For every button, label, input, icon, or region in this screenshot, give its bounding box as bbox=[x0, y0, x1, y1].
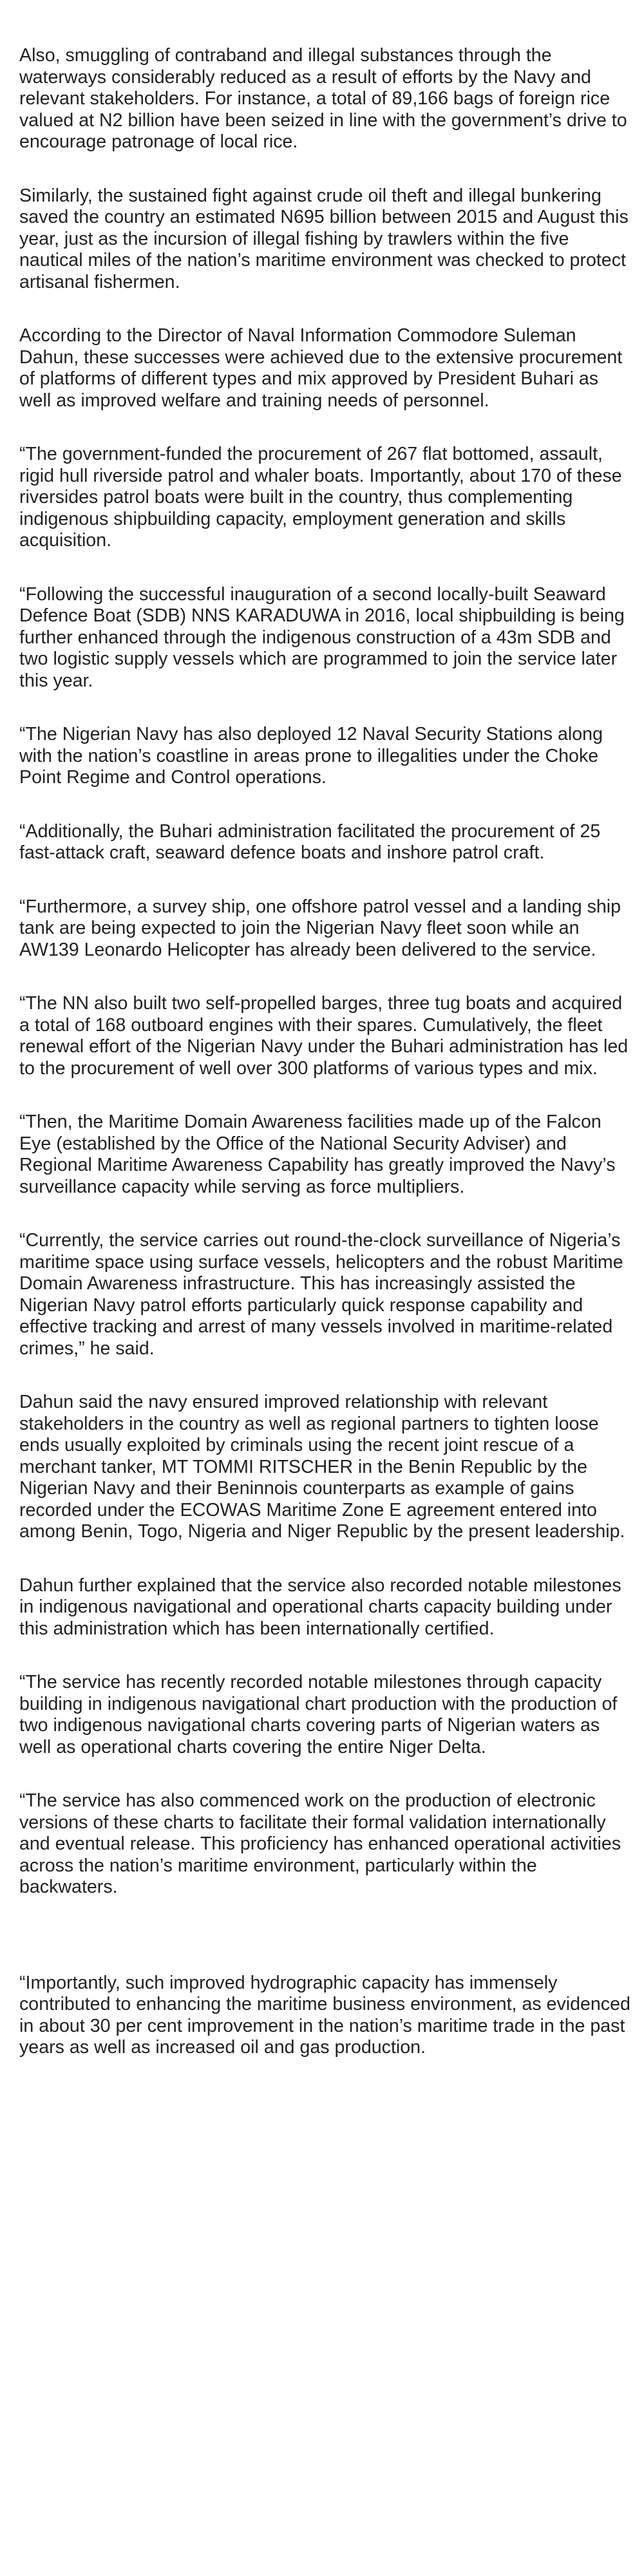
paragraph-patrol-boats: “The government-funded the procurement of 267 flat bottomed, assault, rigid hull riverside patrol and whaler boats. Importantly, about 170 of these riversides patrol boats were built in the country, thus complementing indigenous shipbuilding capacity, employment generation and skills acquisition. bbox=[19, 444, 622, 551]
paragraph-surveillance: “Currently, the service carries out round-the-clock surveillance of Nigeria’s maritime space using surface vessels, helicopters and the robust Maritime Domain Awareness infrastructure. This has increasingly assisted the Nigerian Navy patrol efforts particularly quick response capability and effective tracking and arrest of many vessels involved in maritime-related crimes,” he said. bbox=[19, 1230, 623, 1359]
paragraph-maritime-domain-awareness: “Then, the Maritime Domain Awareness facilities made up of the Falcon Eye (established by the Office of the National Security Adviser) and Regional Maritime Awareness Capability has greatly improved the Navy’s surveillance capacity while serving as force multipliers. bbox=[19, 1112, 616, 1197]
paragraph-naval-information-director: According to the Director of Naval Information Commodore Suleman Dahun, these successes were achieved due to the extensive procurement of platforms of different types and mix approved by President Buhari as well as improved welfare and training needs of personnel. bbox=[19, 325, 623, 411]
paragraph-barges-and-tugs: “The NN also built two self-propelled barges, three tug boats and acquired a total of 168 outboard engines with their spares. Cumulatively, the fleet renewal effort of the Nigerian Navy under the Buhari administration has led to the procurement of well over 300 platforms of various types and mix. bbox=[19, 993, 629, 1079]
paragraph-survey-ship: “Furthermore, a survey ship, one offshore patrol vessel and a landing ship tank are being expected to join the Nigerian Navy fleet soon while an AW139 Leonardo Helicopter has already been delivered to the service. bbox=[19, 896, 621, 960]
paragraph-chart-production: “The service has recently recorded notable milestones through capacity building in indigenous navigational chart production with the production of two indigenous navigational charts covering parts of Nigerian waters as well as operational charts covering the entire Niger Delta. bbox=[19, 1672, 618, 1757]
paragraph-hydrographic-capacity: “Importantly, such improved hydrographic capacity has immensely contributed to enhancing the maritime business environment, as evidenced in about 30 per cent improvement in the nation’s maritime trade in the past years as well as increased oil and gas production. bbox=[19, 1972, 630, 2058]
paragraph-navigational-charts: Dahun further explained that the service also recorded notable milestones in indigenous navigational and operational charts capacity building under this administration which has been internationally certified. bbox=[19, 1575, 621, 1639]
paragraph-rice-seizure: Also, smuggling of contraband and illegal substances through the waterways considerably reduced as a result of efforts by the Navy and relevant stakeholders. For instance, a total of 89,166 bags of foreign rice valued at N2 billion have been seized in line with the government’s drive to encourage patronage of local rice. bbox=[19, 45, 627, 152]
article-body bbox=[19, 45, 634, 2091]
paragraph-electronic-charts: “The service has also commenced work on the production of electronic versions of these charts to facilitate their formal validation internationally and eventual release. This proficiency has enhanced operational activities across the nation’s maritime environment, particularly within the backwaters. bbox=[19, 1790, 621, 1897]
paragraph-regional-partners: Dahun said the navy ensured improved relationship with relevant stakeholders in the country as well as regional partners to tighten loose ends usually exploited by criminals using the recent joint rescue of a merchant tanker, MT TOMMI RITSCHER in the Benin Republic by the Nigerian Navy and their Beninnois counterparts as example of gains recorded under the ECOWAS Maritime Zone E agreement entered into among Benin, Togo, Nigeria and Niger Republic by the present leadership. bbox=[19, 1392, 625, 1542]
paragraph-seaward-defence-boat: “Following the successful inauguration of a second locally-built Seaward Defence Boat (SDB) NNS KARADUWA in 2016, local shipbuilding is being further enhanced through the indigenous construction of a 43m SDB and two logistic supply vessels which are programmed to join the service later this year. bbox=[19, 583, 625, 691]
paragraph-fast-attack-craft: “Additionally, the Buhari administration facilitated the procurement of 25 fast-attack craft, seaward defence boats and inshore patrol craft. bbox=[19, 820, 601, 863]
paragraph-crude-oil-theft: Similarly, the sustained fight against crude oil theft and illegal bunkering saved the country an estimated N695 billion between 2015 and August this year, just as the incursion of illegal fishing by trawlers within the five nautical miles of the nation’s maritime environment was checked to protect artisanal fishermen. bbox=[19, 185, 629, 292]
paragraph-naval-security-stations: “The Nigerian Navy has also deployed 12 Naval Security Stations along with the nation’s coastline in areas prone to illegalities under the Choke Point Regime and Control operations. bbox=[19, 724, 603, 788]
